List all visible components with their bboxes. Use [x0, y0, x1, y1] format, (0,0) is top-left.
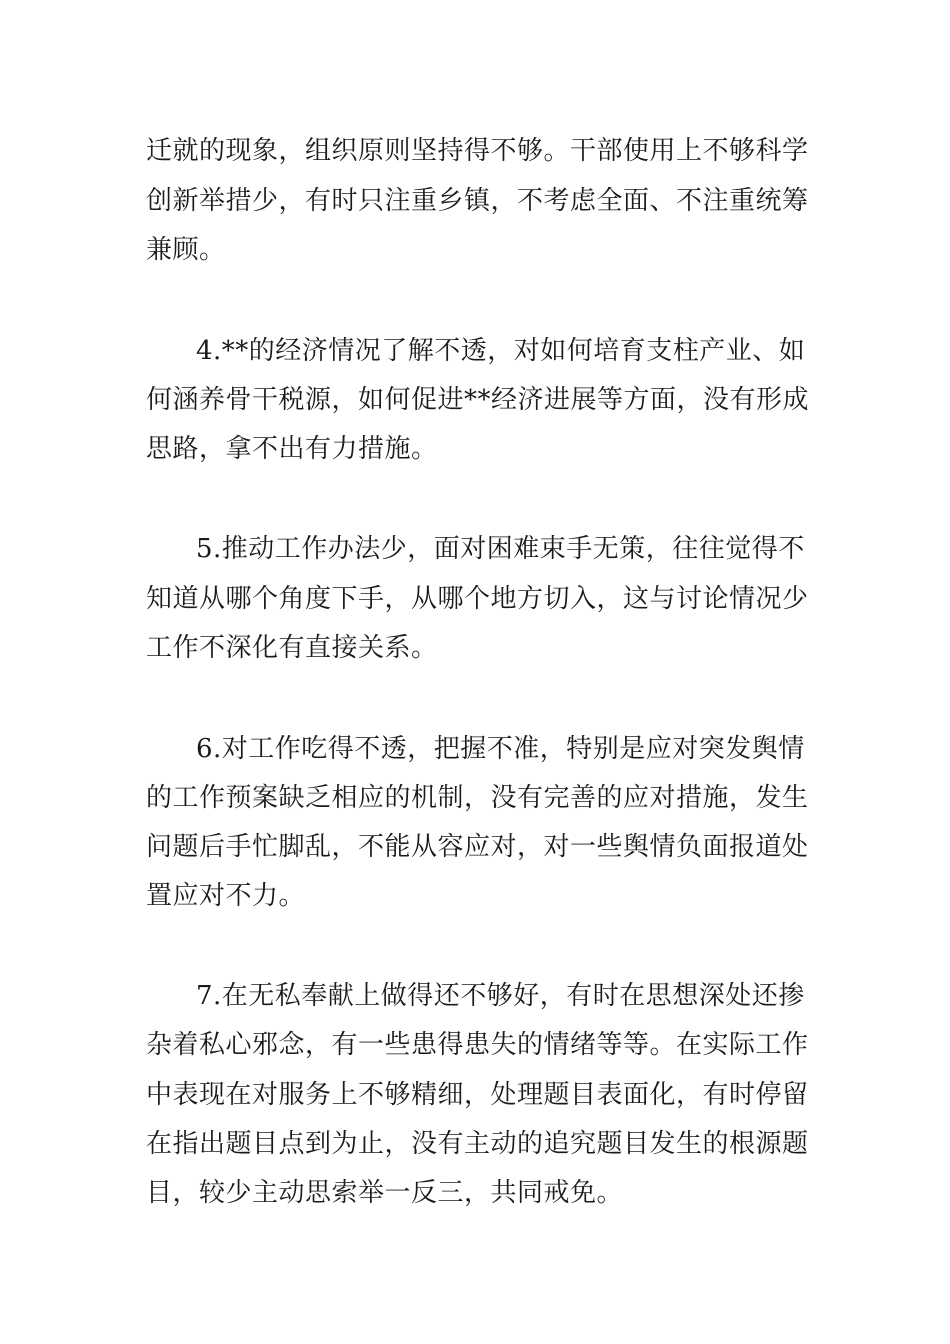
- paragraph-line: 4.**的经济情况了解不透，对如何培育支柱产业、如: [196, 336, 806, 366]
- paragraph-line: 目，较少主动思索举一反三，共同戒免。: [146, 1178, 624, 1208]
- paragraph-line: 6.对工作吃得不透，把握不准，特别是应对突发舆情: [196, 734, 805, 764]
- paragraph-line: 迁就的现象，组织原则坚持得不够。干部使用上不够科学: [146, 136, 809, 166]
- paragraph-line: 创新举措少，有时只注重乡镇，不考虑全面、不注重统筹: [146, 186, 809, 216]
- paragraph-line: 何涵养骨干税源，如何促进**经济进展等方面，没有形成: [146, 385, 810, 415]
- paragraph-line: 思路，拿不出有力措施。: [146, 434, 438, 464]
- paragraph-line: 5.推动工作办法少，面对困难束手无策，往往觉得不: [196, 534, 805, 564]
- paragraph-line: 置应对不力。: [146, 881, 306, 911]
- paragraph-line: 问题后手忙脚乱，不能从容应对，对一些舆情负面报道处: [146, 832, 809, 862]
- paragraph-line: 7.在无私奉献上做得还不够好，有时在思想深处还掺: [196, 981, 805, 1011]
- paragraph-line: 工作不深化有直接关系。: [146, 633, 438, 663]
- paragraph-line: 兼顾。: [146, 235, 226, 265]
- paragraph-line: 杂着私心邪念，有一些患得患失的情绪等等。在实际工作: [146, 1030, 809, 1060]
- paragraph-line: 知道从哪个角度下手，从哪个地方切入，这与讨论情况少: [146, 584, 809, 614]
- paragraph-line: 的工作预案缺乏相应的机制，没有完善的应对措施，发生: [146, 783, 809, 813]
- paragraph-line: 在指出题目点到为止，没有主动的追究题目发生的根源题: [146, 1129, 809, 1159]
- paragraph-line: 中表现在对服务上不够精细，处理题目表面化，有时停留: [146, 1080, 809, 1110]
